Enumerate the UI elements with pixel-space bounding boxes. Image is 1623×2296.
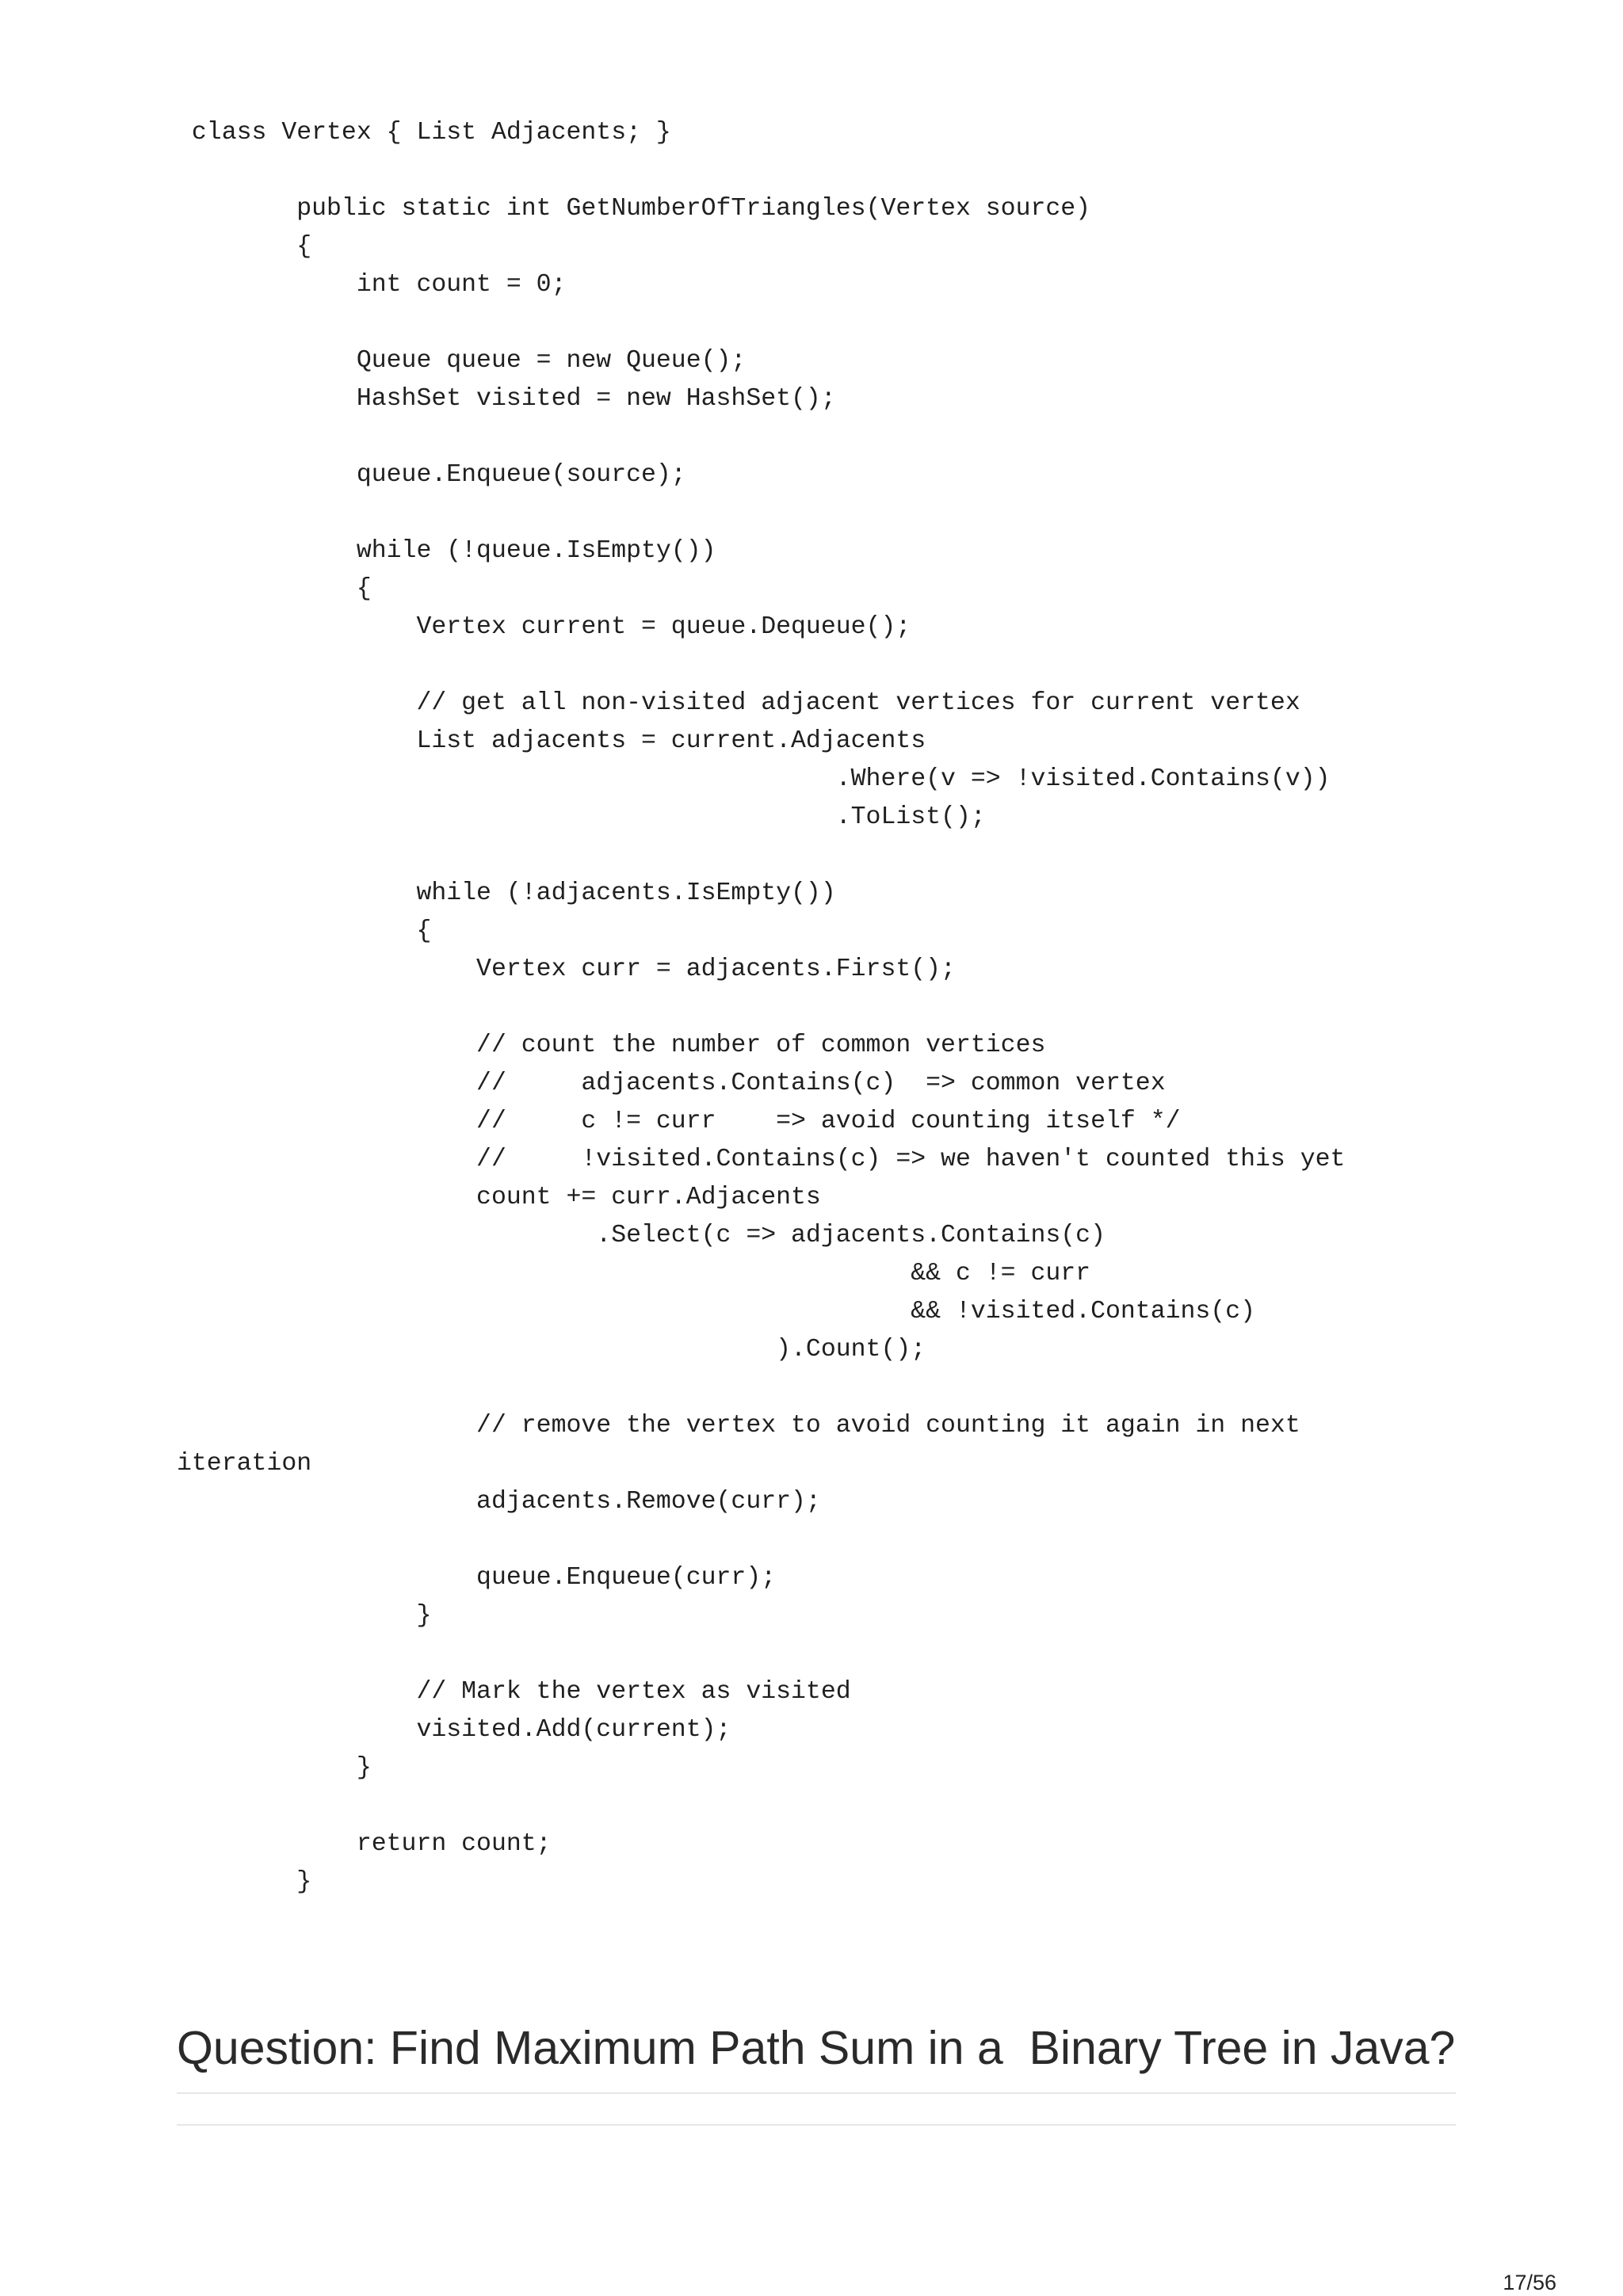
code-line: Vertex curr = adjacents.First(); bbox=[177, 955, 956, 983]
code-line: ).Count(); bbox=[177, 1336, 926, 1363]
code-line bbox=[177, 152, 1345, 190]
code-line: { bbox=[177, 575, 372, 603]
code-line: // !visited.Contains(c) => we haven't counted this yet bbox=[177, 1146, 1346, 1173]
code-line: // remove the vertex to avoid counting it again in next bbox=[177, 1412, 1300, 1440]
code-line: { bbox=[177, 917, 432, 945]
section-heading: Question: Find Maximum Path Sum in a Binary Tree in Java? bbox=[177, 2022, 1456, 2074]
heading-divider-bottom bbox=[177, 2124, 1456, 2126]
code-line bbox=[177, 418, 1345, 456]
code-line: List adjacents = current.Adjacents bbox=[177, 727, 926, 755]
code-line bbox=[177, 1369, 1345, 1407]
code-line: while (!adjacents.IsEmpty()) bbox=[177, 879, 836, 907]
code-line: Vertex current = queue.Dequeue(); bbox=[177, 613, 911, 641]
code-line: class Vertex { List Adjacents; } bbox=[177, 119, 671, 147]
code-line: // count the number of common vertices bbox=[177, 1032, 1046, 1059]
code-line: // adjacents.Contains(c) => common vertex bbox=[177, 1070, 1166, 1097]
code-line: && !visited.Contains(c) bbox=[177, 1298, 1256, 1325]
code-line: // get all non-visited adjacent vertices for current vertex bbox=[177, 689, 1300, 717]
code-line bbox=[177, 989, 1345, 1027]
code-line: && c != curr bbox=[177, 1260, 1091, 1287]
page-number: 17/56 bbox=[1503, 2271, 1556, 2294]
code-line: visited.Add(current); bbox=[177, 1716, 731, 1744]
code-line: while (!queue.IsEmpty()) bbox=[177, 537, 716, 565]
code-line: // c != curr => avoid counting itself */ bbox=[177, 1108, 1181, 1135]
code-block bbox=[177, 114, 1345, 1901]
code-line: queue.Enqueue(curr); bbox=[177, 1564, 777, 1592]
code-line bbox=[177, 1521, 1345, 1559]
code-line: } bbox=[177, 1754, 372, 1782]
code-line bbox=[177, 646, 1345, 685]
code-line: .Select(c => adjacents.Contains(c) bbox=[177, 1222, 1106, 1249]
code-line: HashSet visited = new HashSet(); bbox=[177, 385, 836, 413]
code-line bbox=[177, 1787, 1345, 1825]
heading-divider-top bbox=[177, 2092, 1456, 2094]
code-line: int count = 0; bbox=[177, 271, 567, 299]
code-line bbox=[177, 1635, 1345, 1673]
code-line: queue.Enqueue(source); bbox=[177, 461, 686, 489]
code-line: .ToList(); bbox=[177, 803, 986, 831]
code-line: adjacents.Remove(curr); bbox=[177, 1488, 821, 1516]
code-line: public static int GetNumberOfTriangles(Vertex source) bbox=[177, 195, 1091, 223]
code-line: // Mark the vertex as visited bbox=[177, 1678, 851, 1706]
code-line bbox=[177, 494, 1345, 532]
code-line: iteration bbox=[177, 1450, 312, 1478]
code-line bbox=[177, 304, 1345, 342]
code-line: count += curr.Adjacents bbox=[177, 1184, 821, 1211]
code-line: return count; bbox=[177, 1830, 552, 1858]
code-line: { bbox=[177, 233, 312, 261]
code-line: .Where(v => !visited.Contains(v)) bbox=[177, 765, 1331, 793]
code-line: Queue queue = new Queue(); bbox=[177, 347, 747, 375]
code-line bbox=[177, 837, 1345, 875]
code-line: } bbox=[177, 1602, 432, 1630]
code-line: } bbox=[177, 1868, 312, 1896]
